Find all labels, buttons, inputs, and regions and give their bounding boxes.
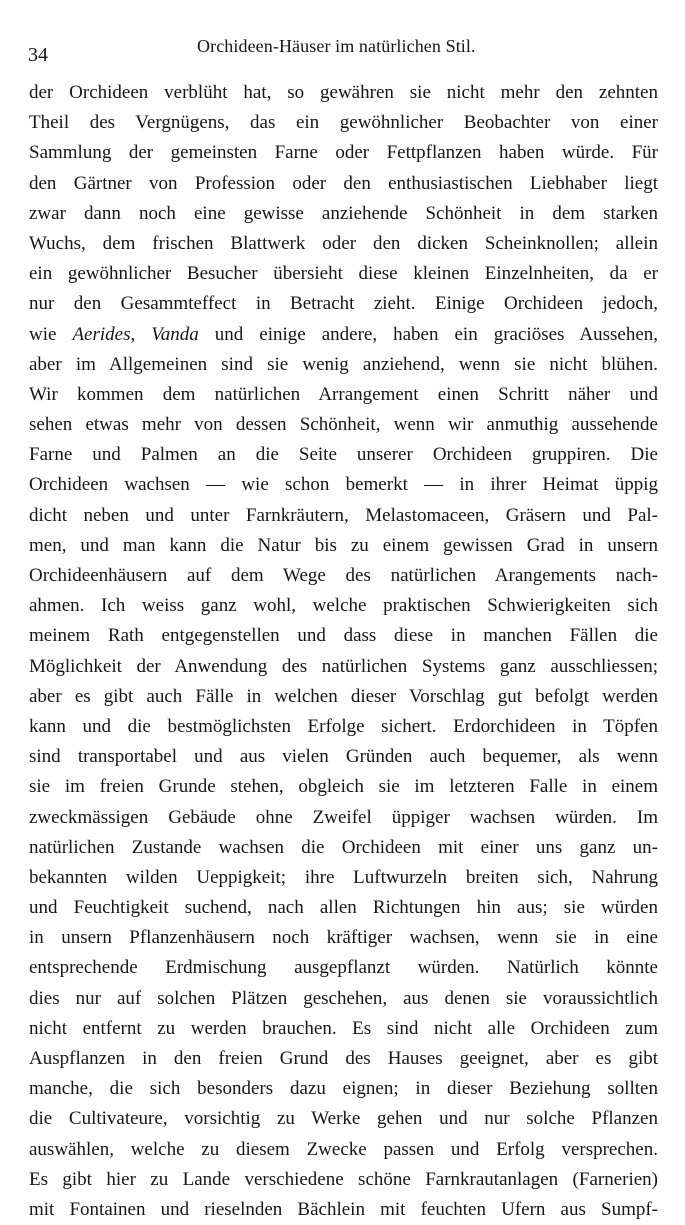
text-line: nicht entfernt zu werden brauchen. Es sind nicht alle Orchideen zum bbox=[29, 1017, 658, 1039]
text-line: kann und die bestmöglichsten Erfolge sichert. Erdorchideen in Töpfen bbox=[29, 715, 658, 737]
text-line: zweckmässigen Gebäude ohne Zweifel üppiger wachsen würden. Im bbox=[29, 806, 658, 828]
text-line: Farne und Palmen an die Seite unserer Orchideen gruppiren. Die bbox=[29, 444, 658, 466]
text-line: entsprechende Erdmischung ausgepflanzt würden. Natürlich könnte bbox=[29, 957, 658, 979]
text-line: in unsern Pflanzenhäusern noch kräftiger wachsen, wenn sie in eine bbox=[29, 927, 658, 949]
text-line: men, und man kann die Natur bis zu einem gewissen Grad in unsern bbox=[29, 534, 658, 556]
text-line: und Feuchtigkeit suchend, nach allen Richtungen hin aus; sie würden bbox=[29, 897, 658, 919]
text-line: meinem Rath entgegenstellen und dass diese in manchen Fällen die bbox=[29, 625, 658, 647]
text-line: Wuchs, dem frischen Blattwerk oder den dicken Scheinknollen; allein bbox=[29, 232, 658, 254]
text-line: Orchideen wachsen — wie schon bemerkt — in ihrer Heimat üppig bbox=[29, 474, 658, 496]
text-line: nur den Gesammteffect in Betracht zieht. Einige Orchideen jedoch, bbox=[29, 293, 658, 315]
body-text bbox=[29, 78, 658, 1225]
text-line: dies nur auf solchen Plätzen geschehen, aus denen sie voraussichtlich bbox=[29, 987, 658, 1009]
text-line: Wir kommen dem natürlichen Arrangement einen Schritt näher und bbox=[29, 383, 658, 405]
text-line bbox=[29, 320, 658, 350]
text-line: die Cultivateure, vorsichtig zu Werke gehen und nur solche Pflanzen bbox=[29, 1108, 658, 1130]
text-segment: und einige andere, haben ein graciöses Aussehen, bbox=[198, 323, 658, 345]
running-title: Orchideen-Häuser im natürlichen Stil. bbox=[197, 36, 476, 56]
text-line: Sammlung der gemeinsten Farne oder Fettpflanzen haben würde. Für bbox=[29, 142, 658, 164]
page-header bbox=[0, 28, 685, 66]
text-line: natürlichen Zustande wachsen die Orchideen mit einer uns ganz un- bbox=[29, 836, 658, 858]
text-line: mit Fontainen und rieselnden Bächlein mit feuchten Ufern aus Sumpf- bbox=[29, 1198, 658, 1220]
text-line: aber es gibt auch Fälle in welchen dieser Vorschlag gut befolgt werden bbox=[29, 685, 658, 707]
text-line: Orchideenhäusern auf dem Wege des natürlichen Arangements nach- bbox=[29, 565, 658, 586]
text-line: Auspflanzen in den freien Grund des Hauses geeignet, aber es gibt bbox=[29, 1048, 658, 1069]
text-line: ein gewöhnlicher Besucher übersieht diese kleinen Einzelnheiten, da er bbox=[29, 263, 658, 285]
text-line: Möglichkeit der Anwendung des natürlichen Systems ganz ausschliessen; bbox=[29, 655, 658, 677]
italic-species-names: Aerides, Vanda bbox=[72, 323, 199, 345]
text-line: sie im freien Grunde stehen, obgleich sie im letzteren Falle in einem bbox=[29, 776, 658, 798]
text-line: den Gärtner von Profession oder den enthusiastischen Liebhaber liegt bbox=[29, 172, 658, 194]
text-line: der Orchideen verblüht hat, so gewähren sie nicht mehr den zehnten bbox=[29, 82, 658, 103]
text-segment: wie bbox=[29, 323, 73, 345]
page-number: 34 bbox=[28, 44, 48, 66]
text-line: sind transportabel und aus vielen Gründen auch bequemer, als wenn bbox=[29, 746, 658, 768]
text-line: bekannten wilden Ueppigkeit; ihre Luftwurzeln breiten sich, Nahrung bbox=[29, 866, 658, 888]
text-line: aber im Allgemeinen sind sie wenig anziehend, wenn sie nicht blühen. bbox=[29, 353, 658, 375]
text-line: auswählen, welche zu diesem Zwecke passen und Erfolg versprechen. bbox=[29, 1138, 658, 1160]
text-line: manche, die sich besonders dazu eignen; in dieser Beziehung sollten bbox=[29, 1078, 658, 1100]
text-line: dicht neben und unter Farnkräutern, Melastomaceen, Gräsern und Pal- bbox=[29, 504, 658, 526]
text-line: Es gibt hier zu Lande verschiedene schöne Farnkrautanlagen (Farnerien) bbox=[29, 1168, 658, 1190]
text-line: sehen etwas mehr von dessen Schönheit, wenn wir anmuthig aussehende bbox=[29, 414, 658, 436]
text-line: ahmen. Ich weiss ganz wohl, welche praktischen Schwierigkeiten sich bbox=[29, 595, 658, 617]
text-line: zwar dann noch eine gewisse anziehende Schönheit in dem starken bbox=[29, 202, 658, 224]
text-line: Theil des Vergnügens, das ein gewöhnlicher Beobachter von einer bbox=[29, 112, 658, 134]
